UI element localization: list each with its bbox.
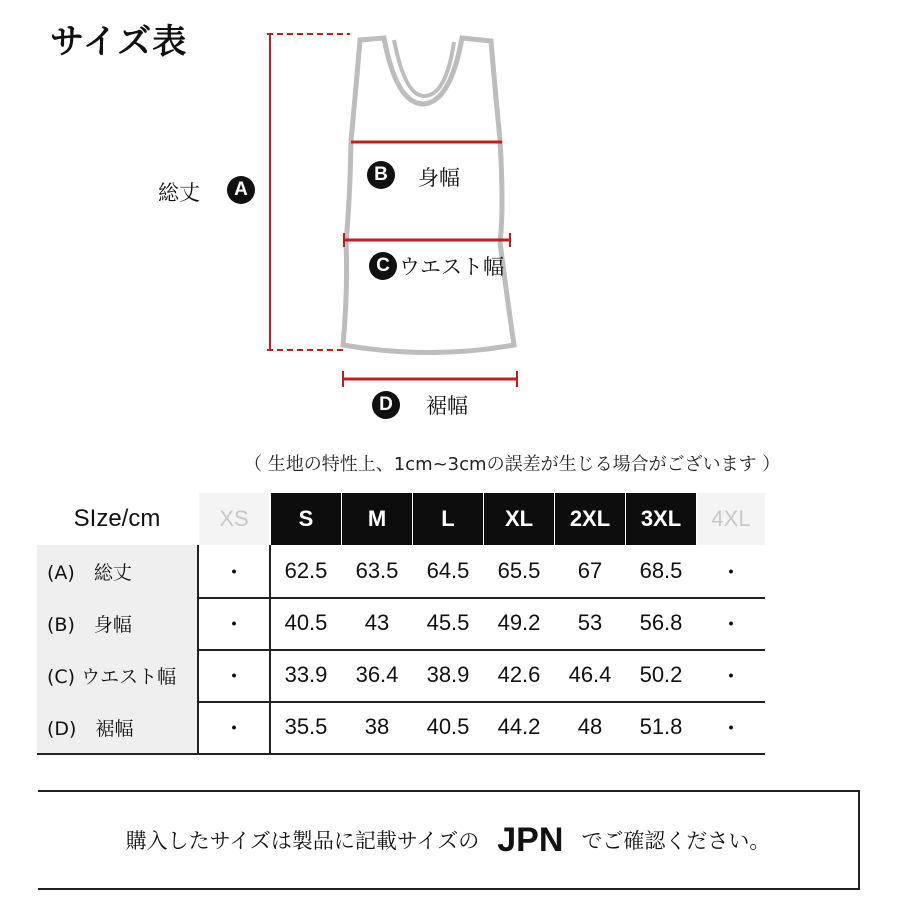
table-cell: 53 — [577, 610, 603, 635]
table-cell: 65.5 — [497, 558, 541, 583]
table-cell: 67 — [577, 558, 603, 583]
size-header-xl: XL — [484, 493, 554, 545]
table-cell: 46.4 — [568, 662, 612, 687]
table-cell: ・ — [719, 715, 742, 741]
column-divider — [269, 545, 271, 755]
table-cell: ・ — [222, 715, 245, 741]
table-cell: 33.9 — [284, 662, 328, 687]
size-header-l: L — [413, 493, 483, 545]
table-cell: 49.2 — [497, 610, 541, 635]
table-cell: ・ — [719, 559, 742, 585]
table-cell: 63.5 — [355, 558, 399, 583]
table-row — [37, 545, 765, 599]
badge-c: C — [369, 252, 397, 280]
row-label-total-length: (A) 総丈 — [37, 545, 197, 597]
table-cell: 42.6 — [497, 662, 541, 687]
badge-d: D — [372, 391, 400, 419]
size-header-2xl: 2XL — [555, 493, 625, 545]
size-header-m: M — [342, 493, 412, 545]
size-header-3xl: 3XL — [626, 493, 696, 545]
table-row — [37, 701, 765, 755]
size-header-4xl: 4XL — [697, 493, 765, 545]
table-cell: 40.5 — [426, 714, 470, 739]
size-unit-header: SIze/cm — [37, 493, 197, 545]
confirm-note-tail: でご確認ください。 — [581, 829, 771, 853]
page-title: サイズ表 — [50, 22, 188, 62]
table-cell: 48 — [577, 714, 603, 739]
table-cell: 64.5 — [426, 558, 470, 583]
table-cell: 38 — [364, 714, 390, 739]
row-label-body-width: (B) 身幅 — [37, 597, 197, 649]
table-cell: 50.2 — [639, 662, 683, 687]
table-cell: 43 — [364, 610, 390, 635]
table-row — [37, 649, 765, 703]
table-cell: 45.5 — [426, 610, 470, 635]
table-cell: 40.5 — [284, 610, 328, 635]
row-label-waist-width: (C) ウエスト幅 — [37, 649, 197, 701]
table-cell: ・ — [719, 663, 742, 689]
tank-top-outline — [343, 38, 514, 353]
table-cell: 56.8 — [639, 610, 683, 635]
badge-b: B — [367, 161, 395, 189]
column-divider — [197, 545, 199, 755]
confirm-note-lead: 購入したサイズは製品に記載サイズの — [125, 829, 480, 853]
size-header-xs: XS — [199, 493, 269, 545]
table-cell: 44.2 — [497, 714, 541, 739]
row-label-hem-width: (D) 裾幅 — [37, 701, 197, 753]
table-cell: 38.9 — [426, 662, 470, 687]
hem-width-label: 裾幅 — [426, 394, 468, 418]
tank-top-diagram — [0, 0, 900, 440]
confirm-size-note — [38, 790, 860, 890]
total-length-label: 総丈 — [158, 181, 200, 205]
table-cell: ・ — [719, 611, 742, 637]
table-row — [37, 597, 765, 651]
table-cell: 68.5 — [639, 558, 683, 583]
badge-a: A — [227, 176, 255, 204]
table-cell: ・ — [222, 663, 245, 689]
jpn-size-label: JPN — [497, 820, 564, 859]
size-header-s: S — [271, 493, 341, 545]
waist-width-label: ウエスト幅 — [399, 255, 504, 279]
table-cell: 35.5 — [284, 714, 328, 739]
tolerance-note: （ 生地の特性上、1cm~3cmの誤差が生じる場合がございます ） — [244, 454, 781, 475]
body-width-label: 身幅 — [418, 166, 460, 190]
table-cell: ・ — [222, 611, 245, 637]
table-cell: 62.5 — [284, 558, 328, 583]
table-cell: 51.8 — [639, 714, 683, 739]
table-cell: 36.4 — [355, 662, 399, 687]
table-cell: ・ — [222, 559, 245, 585]
